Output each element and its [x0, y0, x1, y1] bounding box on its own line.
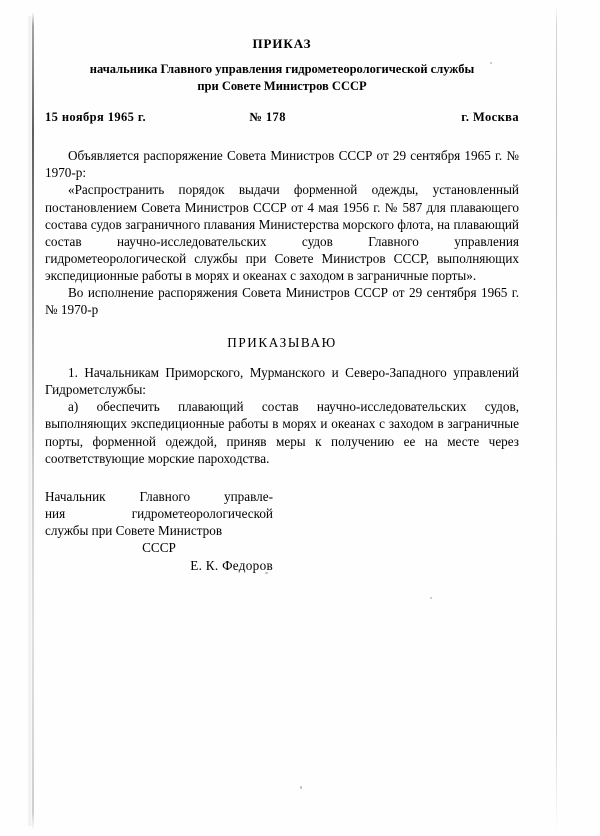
document-city: г. Москва	[461, 110, 519, 125]
subtitle-line-1: начальника Главного управления гидрометеорологической службы	[89, 62, 475, 77]
scan-edge-line-left	[32, 12, 34, 830]
order-heading: ПРИКАЗЫВАЮ	[227, 335, 337, 351]
signature-block	[45, 488, 273, 575]
document-number: № 178	[249, 110, 286, 125]
paragraph-announcement: Объявляется распоряжение Совета Министров СССР от 29 сентября 1965 г. № 1970-р:	[45, 148, 519, 181]
signature-name: Е. К. Федоров	[190, 558, 273, 574]
signature-title-line-4: СССР	[142, 540, 176, 556]
page-title: ПРИКАЗ	[252, 36, 312, 51]
signature-title-line-1: Начальник Главного управле-	[45, 488, 273, 504]
scan-speck	[300, 786, 302, 789]
signature-title-line-2: ния гидрометеорологической	[45, 505, 273, 521]
paragraph-execution: Во исполнение распоряжения Совета Министров СССР от 29 сентября 1965 г. № 1970-р	[45, 285, 519, 318]
order-item-1a: а) обеспечить плавающий состав научно-исследовательских судов, выполняющих экспедиционные работы в морях и океанах с заходом в заграничные порты, форменной одеждой, приняв меры к получению ее на месте через соответствующие морские пароходства.	[45, 399, 519, 466]
signature-title-line-3: службы при Совете Министров	[45, 523, 223, 539]
document-body	[45, 147, 519, 467]
scan-speck	[430, 597, 432, 599]
paragraph-quoted-resolution: «Распространить порядок выдачи форменной одежды, установленный постановлением Совета Министров СССР от 4 мая 1956 г. № 587 для плавающего состава судов заграничного плавания Министерства морского флота, на плавающий состав научно-исследовательских судов Главного управления гидрометеорологической службы при Совете Министров СССР, выполняющих экспедиционные работы в морях и океанах с заходом в заграничные порты».	[45, 182, 519, 283]
document-subtitle	[45, 61, 519, 94]
document-meta-row	[45, 110, 519, 125]
document-date: 15 ноября 1965 г.	[45, 110, 147, 125]
document-content	[45, 0, 519, 575]
subtitle-line-2: при Совете Министров СССР	[197, 78, 367, 93]
scan-edge-line-right	[556, 6, 557, 832]
order-item-1: 1. Начальникам Приморского, Мурманского и Северо-Западного управлений Гидрометслужбы:	[45, 365, 519, 398]
